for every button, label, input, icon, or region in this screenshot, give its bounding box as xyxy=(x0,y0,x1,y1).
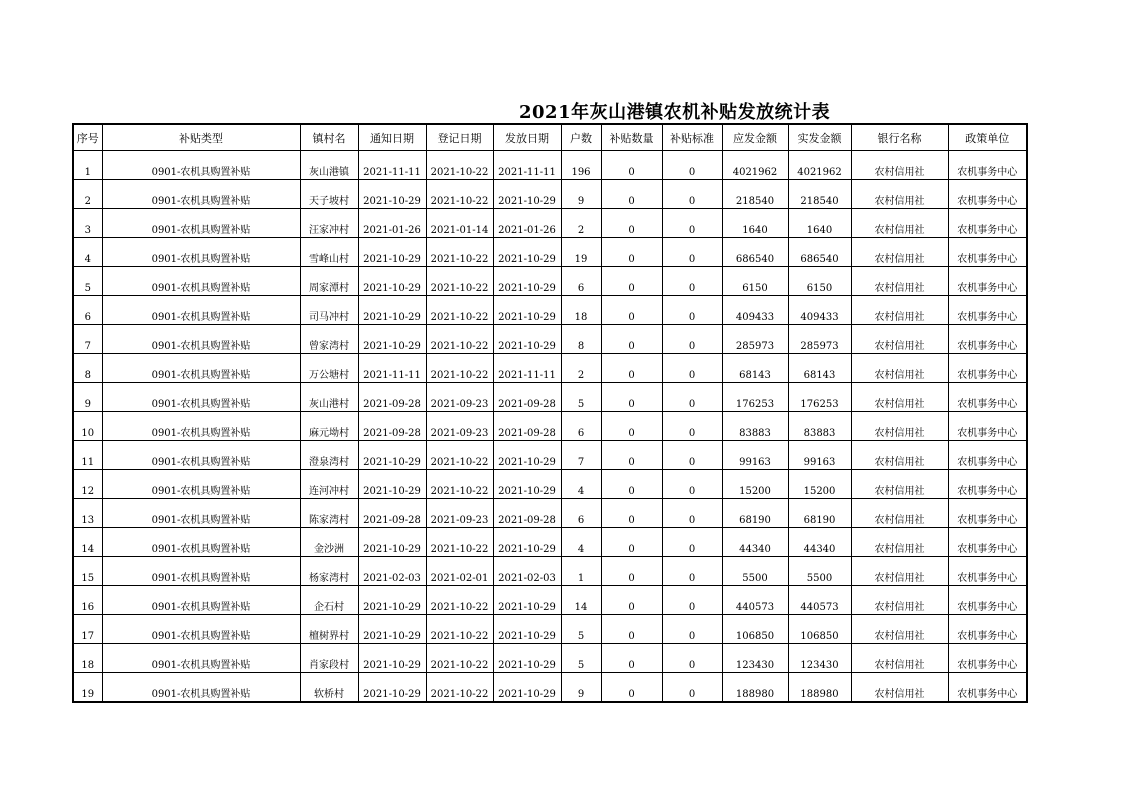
col-header-issue-date: 发放日期 xyxy=(493,124,561,151)
cell-notice-date: 2021-10-29 xyxy=(358,267,426,296)
cell-village: 灰山港村 xyxy=(300,383,358,412)
cell-amount-paid: 5500 xyxy=(788,557,851,586)
cell-subsidy-standard: 0 xyxy=(662,267,722,296)
cell-register-date: 2021-09-23 xyxy=(426,412,493,441)
cell-issue-date: 2021-09-28 xyxy=(493,383,561,412)
cell-subsidy-type: 0901-农机具购置补贴 xyxy=(102,441,300,470)
cell-issue-date: 2021-02-03 xyxy=(493,557,561,586)
cell-issue-date: 2021-11-11 xyxy=(493,151,561,180)
cell-subsidy-qty: 0 xyxy=(601,267,662,296)
cell-households: 19 xyxy=(561,238,601,267)
cell-subsidy-type: 0901-农机具购置补贴 xyxy=(102,499,300,528)
cell-subsidy-qty: 0 xyxy=(601,499,662,528)
cell-subsidy-standard: 0 xyxy=(662,673,722,703)
cell-bank: 农村信用社 xyxy=(851,470,948,499)
cell-amount-due: 686540 xyxy=(722,238,788,267)
cell-policy-unit: 农机事务中心 xyxy=(948,470,1027,499)
cell-subsidy-type: 0901-农机具购置补贴 xyxy=(102,615,300,644)
cell-issue-date: 2021-10-29 xyxy=(493,470,561,499)
cell-subsidy-standard: 0 xyxy=(662,528,722,557)
cell-register-date: 2021-10-22 xyxy=(426,296,493,325)
cell-amount-due: 1640 xyxy=(722,209,788,238)
cell-register-date: 2021-01-14 xyxy=(426,209,493,238)
cell-amount-paid: 686540 xyxy=(788,238,851,267)
cell-subsidy-standard: 0 xyxy=(662,644,722,673)
cell-notice-date: 2021-11-11 xyxy=(358,354,426,383)
cell-register-date: 2021-10-22 xyxy=(426,470,493,499)
cell-amount-paid: 99163 xyxy=(788,441,851,470)
cell-households: 2 xyxy=(561,354,601,383)
cell-village: 金沙洲 xyxy=(300,528,358,557)
table-row xyxy=(73,383,1027,412)
cell-bank: 农村信用社 xyxy=(851,238,948,267)
cell-households: 1 xyxy=(561,557,601,586)
cell-issue-date: 2021-10-29 xyxy=(493,615,561,644)
cell-households: 18 xyxy=(561,296,601,325)
cell-subsidy-type: 0901-农机具购置补贴 xyxy=(102,644,300,673)
cell-subsidy-type: 0901-农机具购置补贴 xyxy=(102,238,300,267)
cell-issue-date: 2021-10-29 xyxy=(493,267,561,296)
table-row xyxy=(73,238,1027,267)
cell-households: 2 xyxy=(561,209,601,238)
cell-amount-paid: 409433 xyxy=(788,296,851,325)
table-row xyxy=(73,528,1027,557)
cell-subsidy-type: 0901-农机具购置补贴 xyxy=(102,296,300,325)
cell-bank: 农村信用社 xyxy=(851,412,948,441)
cell-index: 14 xyxy=(73,528,102,557)
cell-households: 4 xyxy=(561,470,601,499)
cell-village: 灰山港镇 xyxy=(300,151,358,180)
cell-notice-date: 2021-11-11 xyxy=(358,151,426,180)
cell-subsidy-standard: 0 xyxy=(662,412,722,441)
cell-subsidy-qty: 0 xyxy=(601,644,662,673)
cell-policy-unit: 农机事务中心 xyxy=(948,673,1027,703)
cell-bank: 农村信用社 xyxy=(851,557,948,586)
cell-index: 10 xyxy=(73,412,102,441)
cell-notice-date: 2021-10-29 xyxy=(358,441,426,470)
cell-notice-date: 2021-02-03 xyxy=(358,557,426,586)
table-body xyxy=(73,151,1027,703)
cell-notice-date: 2021-10-29 xyxy=(358,238,426,267)
cell-subsidy-qty: 0 xyxy=(601,441,662,470)
cell-subsidy-standard: 0 xyxy=(662,180,722,209)
cell-village: 麻元坳村 xyxy=(300,412,358,441)
cell-policy-unit: 农机事务中心 xyxy=(948,209,1027,238)
cell-amount-paid: 68143 xyxy=(788,354,851,383)
cell-amount-due: 68190 xyxy=(722,499,788,528)
cell-bank: 农村信用社 xyxy=(851,644,948,673)
cell-notice-date: 2021-01-26 xyxy=(358,209,426,238)
cell-subsidy-type: 0901-农机具购置补贴 xyxy=(102,557,300,586)
cell-subsidy-type: 0901-农机具购置补贴 xyxy=(102,354,300,383)
cell-register-date: 2021-02-01 xyxy=(426,557,493,586)
cell-subsidy-qty: 0 xyxy=(601,151,662,180)
cell-policy-unit: 农机事务中心 xyxy=(948,644,1027,673)
cell-amount-due: 123430 xyxy=(722,644,788,673)
cell-subsidy-standard: 0 xyxy=(662,499,722,528)
cell-households: 5 xyxy=(561,615,601,644)
cell-subsidy-qty: 0 xyxy=(601,180,662,209)
cell-amount-paid: 188980 xyxy=(788,673,851,703)
cell-village: 雪峰山村 xyxy=(300,238,358,267)
cell-households: 14 xyxy=(561,586,601,615)
cell-issue-date: 2021-10-29 xyxy=(493,673,561,703)
cell-index: 5 xyxy=(73,267,102,296)
cell-subsidy-type: 0901-农机具购置补贴 xyxy=(102,180,300,209)
cell-households: 196 xyxy=(561,151,601,180)
cell-subsidy-standard: 0 xyxy=(662,354,722,383)
cell-bank: 农村信用社 xyxy=(851,528,948,557)
cell-register-date: 2021-10-22 xyxy=(426,151,493,180)
cell-households: 5 xyxy=(561,644,601,673)
cell-notice-date: 2021-09-28 xyxy=(358,383,426,412)
cell-bank: 农村信用社 xyxy=(851,209,948,238)
cell-policy-unit: 农机事务中心 xyxy=(948,325,1027,354)
cell-bank: 农村信用社 xyxy=(851,441,948,470)
cell-village: 澄泉湾村 xyxy=(300,441,358,470)
cell-subsidy-standard: 0 xyxy=(662,615,722,644)
cell-subsidy-type: 0901-农机具购置补贴 xyxy=(102,673,300,703)
cell-amount-due: 218540 xyxy=(722,180,788,209)
cell-amount-paid: 440573 xyxy=(788,586,851,615)
table-row xyxy=(73,644,1027,673)
table-row xyxy=(73,470,1027,499)
cell-issue-date: 2021-10-29 xyxy=(493,238,561,267)
cell-bank: 农村信用社 xyxy=(851,296,948,325)
cell-subsidy-qty: 0 xyxy=(601,557,662,586)
cell-index: 1 xyxy=(73,151,102,180)
cell-notice-date: 2021-09-28 xyxy=(358,412,426,441)
cell-register-date: 2021-10-22 xyxy=(426,180,493,209)
cell-households: 9 xyxy=(561,180,601,209)
cell-index: 12 xyxy=(73,470,102,499)
cell-subsidy-qty: 0 xyxy=(601,354,662,383)
cell-subsidy-standard: 0 xyxy=(662,325,722,354)
cell-bank: 农村信用社 xyxy=(851,267,948,296)
cell-households: 8 xyxy=(561,325,601,354)
table-row xyxy=(73,151,1027,180)
cell-subsidy-type: 0901-农机具购置补贴 xyxy=(102,528,300,557)
cell-subsidy-qty: 0 xyxy=(601,383,662,412)
table-row xyxy=(73,267,1027,296)
cell-subsidy-type: 0901-农机具购置补贴 xyxy=(102,412,300,441)
col-header-bank: 银行名称 xyxy=(851,124,948,151)
cell-subsidy-qty: 0 xyxy=(601,238,662,267)
cell-register-date: 2021-09-23 xyxy=(426,499,493,528)
cell-subsidy-type: 0901-农机具购置补贴 xyxy=(102,586,300,615)
cell-village: 司马冲村 xyxy=(300,296,358,325)
cell-subsidy-qty: 0 xyxy=(601,586,662,615)
cell-index: 13 xyxy=(73,499,102,528)
col-header-subsidy-qty: 补贴数量 xyxy=(601,124,662,151)
cell-households: 4 xyxy=(561,528,601,557)
cell-issue-date: 2021-10-29 xyxy=(493,644,561,673)
cell-amount-paid: 6150 xyxy=(788,267,851,296)
cell-amount-paid: 106850 xyxy=(788,615,851,644)
cell-register-date: 2021-10-22 xyxy=(426,673,493,703)
cell-policy-unit: 农机事务中心 xyxy=(948,586,1027,615)
cell-subsidy-standard: 0 xyxy=(662,441,722,470)
cell-subsidy-qty: 0 xyxy=(601,412,662,441)
cell-amount-paid: 123430 xyxy=(788,644,851,673)
cell-households: 6 xyxy=(561,267,601,296)
table-row xyxy=(73,673,1027,703)
col-header-notice-date: 通知日期 xyxy=(358,124,426,151)
cell-bank: 农村信用社 xyxy=(851,180,948,209)
cell-index: 18 xyxy=(73,644,102,673)
cell-register-date: 2021-10-22 xyxy=(426,238,493,267)
table-row xyxy=(73,412,1027,441)
cell-subsidy-type: 0901-农机具购置补贴 xyxy=(102,470,300,499)
cell-issue-date: 2021-10-29 xyxy=(493,180,561,209)
cell-index: 17 xyxy=(73,615,102,644)
cell-amount-due: 409433 xyxy=(722,296,788,325)
cell-issue-date: 2021-10-29 xyxy=(493,586,561,615)
cell-subsidy-type: 0901-农机具购置补贴 xyxy=(102,209,300,238)
cell-amount-due: 15200 xyxy=(722,470,788,499)
cell-households: 9 xyxy=(561,673,601,703)
cell-amount-paid: 15200 xyxy=(788,470,851,499)
cell-village: 企石村 xyxy=(300,586,358,615)
table-row xyxy=(73,557,1027,586)
cell-index: 3 xyxy=(73,209,102,238)
header-row xyxy=(73,124,1027,151)
cell-notice-date: 2021-10-29 xyxy=(358,673,426,703)
cell-village: 连河冲村 xyxy=(300,470,358,499)
cell-village: 万公塘村 xyxy=(300,354,358,383)
cell-village: 汪家冲村 xyxy=(300,209,358,238)
cell-issue-date: 2021-09-28 xyxy=(493,499,561,528)
cell-register-date: 2021-10-22 xyxy=(426,615,493,644)
cell-index: 15 xyxy=(73,557,102,586)
col-header-register-date: 登记日期 xyxy=(426,124,493,151)
cell-notice-date: 2021-10-29 xyxy=(358,528,426,557)
cell-amount-paid: 285973 xyxy=(788,325,851,354)
cell-register-date: 2021-10-22 xyxy=(426,267,493,296)
cell-policy-unit: 农机事务中心 xyxy=(948,267,1027,296)
cell-village: 檀树界村 xyxy=(300,615,358,644)
cell-policy-unit: 农机事务中心 xyxy=(948,441,1027,470)
cell-subsidy-standard: 0 xyxy=(662,151,722,180)
cell-issue-date: 2021-10-29 xyxy=(493,325,561,354)
cell-notice-date: 2021-10-29 xyxy=(358,296,426,325)
cell-policy-unit: 农机事务中心 xyxy=(948,412,1027,441)
cell-subsidy-standard: 0 xyxy=(662,586,722,615)
col-header-amount-due: 应发金额 xyxy=(722,124,788,151)
cell-policy-unit: 农机事务中心 xyxy=(948,296,1027,325)
cell-amount-due: 440573 xyxy=(722,586,788,615)
cell-village: 杨家湾村 xyxy=(300,557,358,586)
table-row xyxy=(73,586,1027,615)
cell-subsidy-qty: 0 xyxy=(601,325,662,354)
page-title: 2021年灰山港镇农机补贴发放统计表 xyxy=(519,102,831,123)
cell-bank: 农村信用社 xyxy=(851,325,948,354)
cell-households: 7 xyxy=(561,441,601,470)
cell-amount-due: 68143 xyxy=(722,354,788,383)
cell-policy-unit: 农机事务中心 xyxy=(948,528,1027,557)
cell-register-date: 2021-10-22 xyxy=(426,441,493,470)
cell-subsidy-standard: 0 xyxy=(662,209,722,238)
cell-bank: 农村信用社 xyxy=(851,499,948,528)
cell-subsidy-qty: 0 xyxy=(601,673,662,703)
cell-issue-date: 2021-10-29 xyxy=(493,441,561,470)
cell-subsidy-qty: 0 xyxy=(601,296,662,325)
cell-amount-paid: 176253 xyxy=(788,383,851,412)
cell-bank: 农村信用社 xyxy=(851,586,948,615)
col-header-subsidy-type: 补贴类型 xyxy=(102,124,300,151)
cell-subsidy-qty: 0 xyxy=(601,615,662,644)
cell-register-date: 2021-10-22 xyxy=(426,528,493,557)
cell-amount-paid: 218540 xyxy=(788,180,851,209)
cell-notice-date: 2021-10-29 xyxy=(358,586,426,615)
cell-issue-date: 2021-01-26 xyxy=(493,209,561,238)
table-row xyxy=(73,499,1027,528)
table-row xyxy=(73,180,1027,209)
cell-subsidy-standard: 0 xyxy=(662,238,722,267)
cell-amount-due: 83883 xyxy=(722,412,788,441)
subsidy-table xyxy=(72,123,1028,703)
cell-register-date: 2021-10-22 xyxy=(426,354,493,383)
col-header-households: 户数 xyxy=(561,124,601,151)
cell-policy-unit: 农机事务中心 xyxy=(948,557,1027,586)
cell-issue-date: 2021-10-29 xyxy=(493,528,561,557)
col-header-subsidy-standard: 补贴标准 xyxy=(662,124,722,151)
cell-subsidy-type: 0901-农机具购置补贴 xyxy=(102,151,300,180)
cell-issue-date: 2021-11-11 xyxy=(493,354,561,383)
cell-notice-date: 2021-09-28 xyxy=(358,499,426,528)
cell-subsidy-qty: 0 xyxy=(601,470,662,499)
cell-notice-date: 2021-10-29 xyxy=(358,644,426,673)
cell-policy-unit: 农机事务中心 xyxy=(948,499,1027,528)
cell-policy-unit: 农机事务中心 xyxy=(948,383,1027,412)
cell-index: 4 xyxy=(73,238,102,267)
cell-village: 肖家段村 xyxy=(300,644,358,673)
cell-notice-date: 2021-10-29 xyxy=(358,180,426,209)
cell-amount-paid: 4021962 xyxy=(788,151,851,180)
cell-amount-paid: 44340 xyxy=(788,528,851,557)
cell-index: 6 xyxy=(73,296,102,325)
cell-issue-date: 2021-09-28 xyxy=(493,412,561,441)
cell-register-date: 2021-09-23 xyxy=(426,383,493,412)
cell-subsidy-standard: 0 xyxy=(662,296,722,325)
cell-households: 5 xyxy=(561,383,601,412)
col-header-policy-unit: 政策单位 xyxy=(948,124,1027,151)
cell-village: 软桥村 xyxy=(300,673,358,703)
cell-subsidy-standard: 0 xyxy=(662,557,722,586)
cell-amount-paid: 68190 xyxy=(788,499,851,528)
cell-households: 6 xyxy=(561,412,601,441)
table-row xyxy=(73,209,1027,238)
table-row xyxy=(73,296,1027,325)
cell-subsidy-qty: 0 xyxy=(601,209,662,238)
col-header-index: 序号 xyxy=(73,124,102,151)
cell-policy-unit: 农机事务中心 xyxy=(948,180,1027,209)
cell-subsidy-type: 0901-农机具购置补贴 xyxy=(102,267,300,296)
cell-subsidy-qty: 0 xyxy=(601,528,662,557)
table-row xyxy=(73,354,1027,383)
table-row xyxy=(73,325,1027,354)
table-row xyxy=(73,615,1027,644)
cell-index: 19 xyxy=(73,673,102,703)
cell-households: 6 xyxy=(561,499,601,528)
cell-amount-due: 4021962 xyxy=(722,151,788,180)
cell-index: 9 xyxy=(73,383,102,412)
cell-index: 16 xyxy=(73,586,102,615)
cell-village: 天子坡村 xyxy=(300,180,358,209)
cell-policy-unit: 农机事务中心 xyxy=(948,238,1027,267)
cell-amount-paid: 83883 xyxy=(788,412,851,441)
cell-bank: 农村信用社 xyxy=(851,615,948,644)
cell-amount-due: 106850 xyxy=(722,615,788,644)
cell-amount-due: 176253 xyxy=(722,383,788,412)
cell-policy-unit: 农机事务中心 xyxy=(948,354,1027,383)
cell-village: 曾家湾村 xyxy=(300,325,358,354)
cell-subsidy-type: 0901-农机具购置补贴 xyxy=(102,325,300,354)
cell-village: 周家潭村 xyxy=(300,267,358,296)
cell-notice-date: 2021-10-29 xyxy=(358,470,426,499)
cell-amount-due: 5500 xyxy=(722,557,788,586)
cell-amount-due: 99163 xyxy=(722,441,788,470)
cell-subsidy-type: 0901-农机具购置补贴 xyxy=(102,383,300,412)
cell-subsidy-standard: 0 xyxy=(662,383,722,412)
cell-register-date: 2021-10-22 xyxy=(426,325,493,354)
cell-bank: 农村信用社 xyxy=(851,151,948,180)
cell-index: 11 xyxy=(73,441,102,470)
cell-amount-due: 44340 xyxy=(722,528,788,557)
col-header-village: 镇村名 xyxy=(300,124,358,151)
cell-register-date: 2021-10-22 xyxy=(426,586,493,615)
cell-amount-due: 285973 xyxy=(722,325,788,354)
cell-amount-paid: 1640 xyxy=(788,209,851,238)
cell-bank: 农村信用社 xyxy=(851,383,948,412)
cell-index: 7 xyxy=(73,325,102,354)
cell-register-date: 2021-10-22 xyxy=(426,644,493,673)
cell-index: 2 xyxy=(73,180,102,209)
col-header-amount-paid: 实发金额 xyxy=(788,124,851,151)
cell-bank: 农村信用社 xyxy=(851,673,948,703)
cell-policy-unit: 农机事务中心 xyxy=(948,151,1027,180)
cell-bank: 农村信用社 xyxy=(851,354,948,383)
table-row xyxy=(73,441,1027,470)
cell-issue-date: 2021-10-29 xyxy=(493,296,561,325)
cell-index: 8 xyxy=(73,354,102,383)
cell-amount-due: 6150 xyxy=(722,267,788,296)
cell-notice-date: 2021-10-29 xyxy=(358,325,426,354)
cell-village: 陈家湾村 xyxy=(300,499,358,528)
cell-amount-due: 188980 xyxy=(722,673,788,703)
cell-subsidy-standard: 0 xyxy=(662,470,722,499)
cell-notice-date: 2021-10-29 xyxy=(358,615,426,644)
cell-policy-unit: 农机事务中心 xyxy=(948,615,1027,644)
